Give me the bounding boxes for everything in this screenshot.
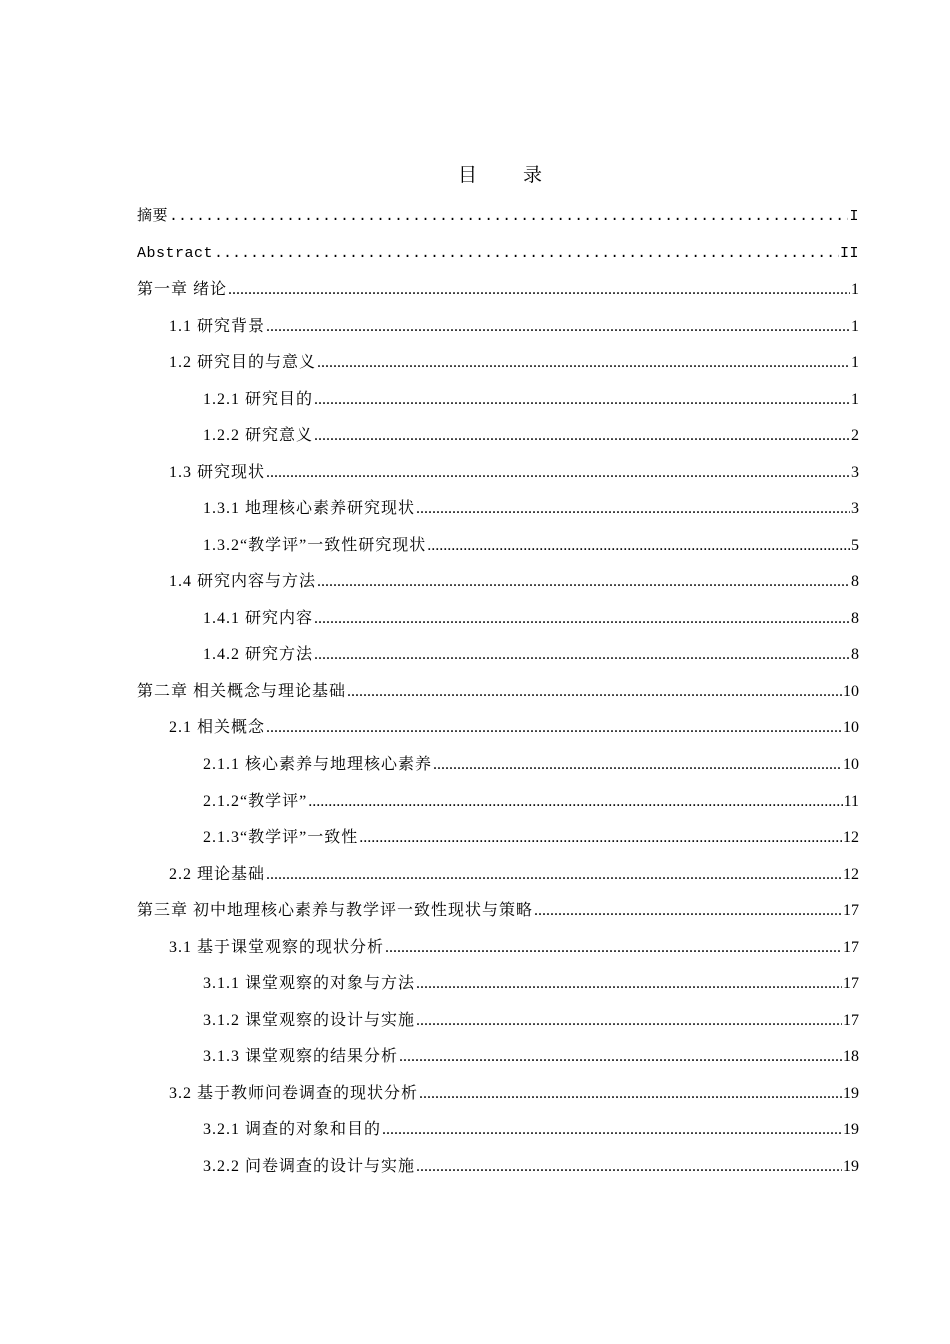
toc-dot-leader <box>314 645 850 665</box>
toc-entry-page: 19 <box>843 1121 859 1138</box>
toc-title-char-1: 目 <box>457 165 477 186</box>
toc-dot-leader <box>416 1011 842 1031</box>
toc-dot-leader <box>314 609 850 629</box>
toc-entry-label: 3.2.2 问卷调查的设计与实施 <box>203 1158 416 1175</box>
toc-title-char-2: 录 <box>523 165 543 186</box>
toc-entry-page: 1 <box>851 354 859 371</box>
toc-entry-page: 1 <box>851 281 859 298</box>
toc-entry-label: 1.2.1 研究目的 <box>203 391 314 408</box>
toc-entry[interactable] <box>137 203 859 227</box>
toc-entry-label: 第三章 初中地理核心素养与教学评一致性现状与策略 <box>137 902 534 919</box>
toc-entry-page: 17 <box>843 975 859 992</box>
toc-entry-label: 3.1.2 课堂观察的设计与实施 <box>203 1012 416 1029</box>
toc-entry[interactable] <box>203 641 859 665</box>
toc-entry-label: 1.4 研究内容与方法 <box>169 573 317 590</box>
toc-entry[interactable] <box>203 1116 859 1140</box>
toc-entry[interactable] <box>137 678 859 702</box>
toc-entry[interactable] <box>203 1153 859 1177</box>
toc-entry[interactable] <box>203 386 859 410</box>
toc-entry-page: II <box>839 245 859 262</box>
toc-entry-label: 2.1 相关概念 <box>169 719 266 736</box>
toc-entry-label: 1.1 研究背景 <box>169 318 266 335</box>
toc-entry[interactable] <box>203 495 859 519</box>
toc-dot-leader <box>416 499 850 519</box>
toc-entry-page: 8 <box>851 646 859 663</box>
toc-dot-leader <box>317 572 850 592</box>
toc-entry-page: 1 <box>851 391 859 408</box>
toc-entry[interactable] <box>169 459 859 483</box>
toc-dot-leader <box>266 865 842 885</box>
toc-dot-leader <box>534 901 842 921</box>
toc-entry[interactable] <box>169 861 859 885</box>
toc-dot-leader <box>266 317 850 337</box>
toc-entry-label: 1.4.2 研究方法 <box>203 646 314 663</box>
toc-entry-label: 1.2 研究目的与意义 <box>169 354 317 371</box>
toc-dot-leader <box>314 426 850 446</box>
toc-entry-page: 1 <box>851 318 859 335</box>
toc-dot-leader <box>359 828 842 848</box>
toc-dot-leader <box>347 682 842 702</box>
toc-dot-leader <box>382 1120 842 1140</box>
toc-entry-label: Abstract <box>137 245 214 262</box>
toc-entry-page: 3 <box>851 500 859 517</box>
toc-entry-label: 摘要 <box>137 208 169 225</box>
toc-entry-page: 19 <box>843 1085 859 1102</box>
toc-entry-page: 17 <box>843 939 859 956</box>
toc-entry-label: 1.4.1 研究内容 <box>203 610 314 627</box>
toc-dot-leader <box>416 1157 842 1177</box>
toc-entry-label: 2.1.2“教学评” <box>203 793 308 810</box>
toc-dot-leader <box>427 536 850 556</box>
toc-entry[interactable] <box>169 568 859 592</box>
toc-entry-page: 10 <box>843 756 859 773</box>
toc-entry-page: I <box>849 208 859 225</box>
toc-dot-leader <box>266 463 850 483</box>
toc-entry-label: 2.1.3“教学评”一致性 <box>203 829 359 846</box>
toc-entry-label: 3.1.3 课堂观察的结果分析 <box>203 1048 399 1065</box>
toc-entry-page: 3 <box>851 464 859 481</box>
toc-dot-leader <box>308 792 842 812</box>
toc-entry[interactable] <box>137 897 859 921</box>
toc-dot-leader <box>169 207 848 227</box>
toc-entry-label: 第一章 绪论 <box>137 281 228 298</box>
toc-dot-leader <box>228 280 850 300</box>
toc-entry[interactable] <box>169 349 859 373</box>
toc-entry-page: 18 <box>843 1048 859 1065</box>
toc-dot-leader <box>416 974 842 994</box>
toc-dot-leader <box>266 718 842 738</box>
toc-entry-label: 3.2 基于教师问卷调查的现状分析 <box>169 1085 419 1102</box>
toc-entry-page: 8 <box>851 610 859 627</box>
toc-dot-leader <box>399 1047 842 1067</box>
toc-entry-page: 12 <box>843 866 859 883</box>
toc-entry-page: 10 <box>843 683 859 700</box>
toc-entry[interactable] <box>203 1007 859 1031</box>
toc-entry[interactable] <box>203 751 859 775</box>
toc-entry-page: 5 <box>851 537 859 554</box>
toc-entry-label: 3.1 基于课堂观察的现状分析 <box>169 939 385 956</box>
toc-entry-page: 19 <box>843 1158 859 1175</box>
toc-entry-page: 2 <box>851 427 859 444</box>
toc-dot-leader <box>419 1084 842 1104</box>
toc-entry-label: 第二章 相关概念与理论基础 <box>137 683 347 700</box>
toc-entry[interactable] <box>203 422 859 446</box>
toc-entry[interactable] <box>203 824 859 848</box>
toc-dot-leader <box>433 755 842 775</box>
toc-dot-leader <box>385 938 842 958</box>
toc-entry[interactable] <box>203 605 859 629</box>
toc-entry-label: 1.3.2“教学评”一致性研究现状 <box>203 537 427 554</box>
toc-entry-label: 3.2.1 调查的对象和目的 <box>203 1121 382 1138</box>
toc-entry[interactable] <box>203 532 859 556</box>
toc-entry-label: 3.1.1 课堂观察的对象与方法 <box>203 975 416 992</box>
toc-entry-page: 17 <box>843 1012 859 1029</box>
toc-entry-label: 1.2.2 研究意义 <box>203 427 314 444</box>
toc-entry[interactable] <box>203 1043 859 1067</box>
toc-dot-leader <box>214 244 839 264</box>
toc-entry-page: 17 <box>843 902 859 919</box>
toc-entry[interactable] <box>169 934 859 958</box>
toc-entry-page: 10 <box>843 719 859 736</box>
toc-entry[interactable] <box>169 1080 859 1104</box>
toc-entry[interactable] <box>203 788 859 812</box>
toc-entry[interactable] <box>169 313 859 337</box>
toc-title <box>0 160 950 187</box>
toc-dot-leader <box>317 353 850 373</box>
toc-entry-label: 1.3.1 地理核心素养研究现状 <box>203 500 416 517</box>
toc-entry[interactable] <box>137 240 859 264</box>
toc-entry-label: 2.1.1 核心素养与地理核心素养 <box>203 756 433 773</box>
toc-entry-page: 12 <box>843 829 859 846</box>
toc-entry[interactable] <box>137 276 859 300</box>
toc-entry[interactable] <box>169 714 859 738</box>
toc-entry-page: 11 <box>843 793 859 810</box>
toc-entry[interactable] <box>203 970 859 994</box>
toc-entry-label: 1.3 研究现状 <box>169 464 266 481</box>
toc-entry-page: 8 <box>851 573 859 590</box>
toc-entry-label: 2.2 理论基础 <box>169 866 266 883</box>
toc-dot-leader <box>314 390 850 410</box>
